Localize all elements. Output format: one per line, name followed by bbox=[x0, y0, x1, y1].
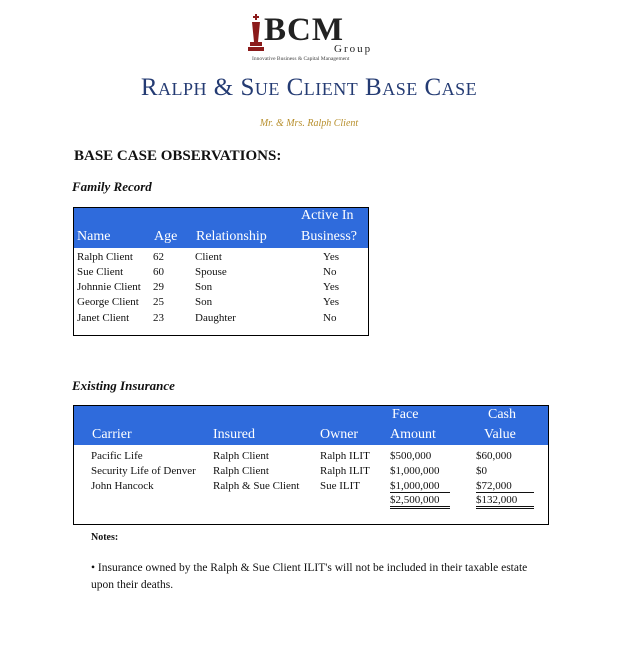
logo-name: BCM bbox=[264, 12, 344, 48]
header-active-in: Active In bbox=[301, 208, 354, 223]
table-cell: $1,000,000 bbox=[390, 465, 440, 477]
table-cell: John Hancock bbox=[91, 480, 154, 492]
logo-tagline: Innovative Business & Capital Management bbox=[252, 56, 350, 62]
table-cell: 25 bbox=[153, 296, 164, 308]
table-cell: Spouse bbox=[195, 266, 227, 278]
table-cell: 29 bbox=[153, 281, 164, 293]
table-cell: $72,000 bbox=[476, 480, 534, 493]
table-cell: Son bbox=[195, 296, 213, 308]
table-cell: Yes bbox=[323, 281, 340, 293]
existing-insurance-heading: Existing Insurance bbox=[72, 378, 175, 393]
header-face: Face bbox=[392, 407, 419, 422]
table-cell: Ralph ILIT bbox=[320, 450, 370, 462]
header-name: Name bbox=[77, 229, 111, 244]
table-cell: Security Life of Denver bbox=[91, 465, 196, 477]
existing-insurance-table bbox=[73, 405, 549, 525]
insurance-table-header bbox=[74, 406, 548, 445]
table-cell: Ralph & Sue Client bbox=[213, 480, 300, 492]
table-cell: 23 bbox=[153, 312, 164, 324]
table-cell: No bbox=[323, 312, 337, 324]
table-cell: $0 bbox=[476, 465, 487, 477]
table-cell: Ralph Client bbox=[213, 465, 269, 477]
notes-heading: Notes: bbox=[91, 532, 119, 543]
header-business: Business? bbox=[301, 229, 357, 244]
family-record-heading: Family Record bbox=[72, 179, 152, 194]
header-value: Value bbox=[484, 427, 516, 442]
header-cash: Cash bbox=[488, 407, 516, 422]
table-cell: Son bbox=[195, 281, 213, 293]
table-cell: Ralph Client bbox=[77, 251, 133, 263]
observations-heading: BASE CASE OBSERVATIONS: bbox=[74, 148, 282, 164]
table-cell: Client bbox=[195, 251, 222, 263]
table-cell: Sue ILIT bbox=[320, 480, 361, 492]
page-title: Ralph & Sue Client Base Case bbox=[140, 74, 478, 101]
header-age: Age bbox=[154, 229, 178, 244]
page-subtitle: Mr. & Mrs. Ralph Client bbox=[259, 118, 359, 129]
table-cell: 60 bbox=[153, 266, 164, 278]
header-insured: Insured bbox=[213, 427, 255, 442]
table-cell: Daughter bbox=[195, 312, 236, 324]
logo-group: Group bbox=[334, 43, 373, 55]
table-cell: Sue Client bbox=[77, 266, 124, 278]
header-amount: Amount bbox=[390, 427, 436, 442]
table-cell: $1,000,000 bbox=[390, 480, 450, 493]
family-record-table bbox=[73, 207, 369, 336]
chess-king-icon bbox=[248, 14, 264, 52]
table-cell: No bbox=[323, 266, 337, 278]
bcm-logo bbox=[248, 14, 380, 64]
table-cell: Yes bbox=[323, 296, 340, 308]
table-cell: Ralph Client bbox=[213, 450, 269, 462]
table-cell: George Client bbox=[77, 296, 139, 308]
table-cell: $60,000 bbox=[476, 450, 512, 462]
table-cell: $500,000 bbox=[390, 450, 432, 462]
total-cash-value: $132,000 bbox=[476, 494, 534, 509]
table-cell: Janet Client bbox=[77, 312, 130, 324]
header-owner: Owner bbox=[320, 427, 359, 442]
notes-text: • Insurance owned by the Ralph & Sue Client ILIT's will not be included in their taxable estate upon their deaths. bbox=[91, 562, 528, 591]
header-carrier: Carrier bbox=[92, 427, 132, 442]
table-cell: 62 bbox=[153, 251, 164, 263]
table-cell: Pacific Life bbox=[91, 450, 143, 462]
header-relationship: Relationship bbox=[196, 229, 267, 244]
table-cell: Yes bbox=[323, 251, 340, 263]
table-cell: Johnnie Client bbox=[77, 281, 141, 293]
family-table-header bbox=[74, 208, 368, 248]
table-cell: Ralph ILIT bbox=[320, 465, 370, 477]
total-face-amount: $2,500,000 bbox=[390, 494, 450, 509]
